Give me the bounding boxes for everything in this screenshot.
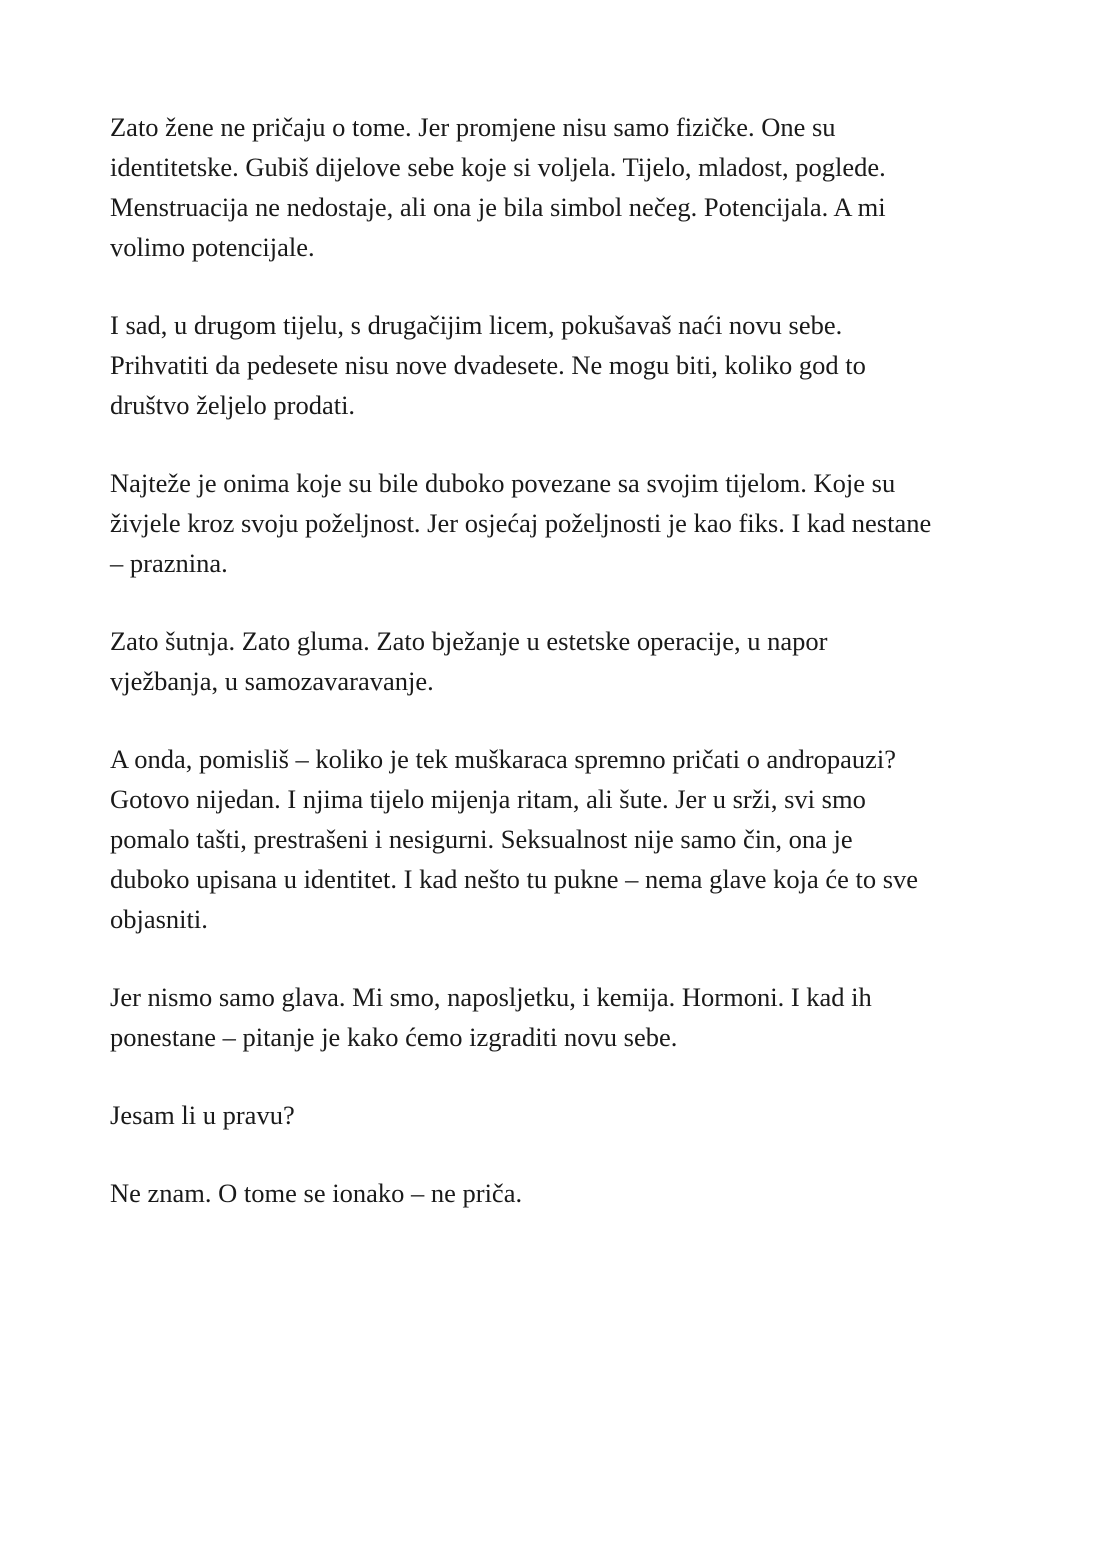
- paragraph: Ne znam. O tome se ionako – ne priča.: [110, 1178, 523, 1208]
- paragraph: Zato šutnja. Zato gluma. Zato bježanje u estetske operacije, u napor vježbanja, u samozavaravanje.: [110, 626, 828, 696]
- paragraph: A onda, pomisliš – koliko je tek muškaraca spremno pričati o andropauzi? Gotovo nijedan. I njima tijelo mijenja ritam, ali šute. Jer u srži, svi smo pomalo tašti, prestrašeni i nesigurni. Seksualnost nije samo čin, ona je duboko upisana u identitet. I kad nešto tu pukne – nema glave koja će to sve objasniti.: [110, 744, 919, 934]
- body-text: [110, 107, 990, 1251]
- paragraph: Jer nismo samo glava. Mi smo, naposljetku, i kemija. Hormoni. I kad ih ponestane – pitanje je kako ćemo izgraditi novu sebe.: [110, 982, 872, 1052]
- paragraph: I sad, u drugom tijelu, s drugačijim licem, pokušavaš naći novu sebe. Prihvatiti da pedesete nisu nove dvadesete. Ne mogu biti, koliko god to društvo željelo prodati.: [110, 310, 866, 420]
- paragraph: Najteže je onima koje su bile duboko povezane sa svojim tijelom. Koje su živjele kroz svoju poželjnost. Jer osjećaj poželjnosti je kao fiks. I kad nestane – praznina.: [110, 468, 932, 578]
- paragraph: Zato žene ne pričaju o tome. Jer promjene nisu samo fizičke. One su identitetske. Gubiš dijelove sebe koje si voljela. Tijelo, mladost, poglede. Menstruacija ne nedostaje, ali ona je bila simbol nečeg. Potencijala. A mi volimo potencijale.: [110, 112, 886, 262]
- paragraph: Jesam li u pravu?: [110, 1100, 295, 1130]
